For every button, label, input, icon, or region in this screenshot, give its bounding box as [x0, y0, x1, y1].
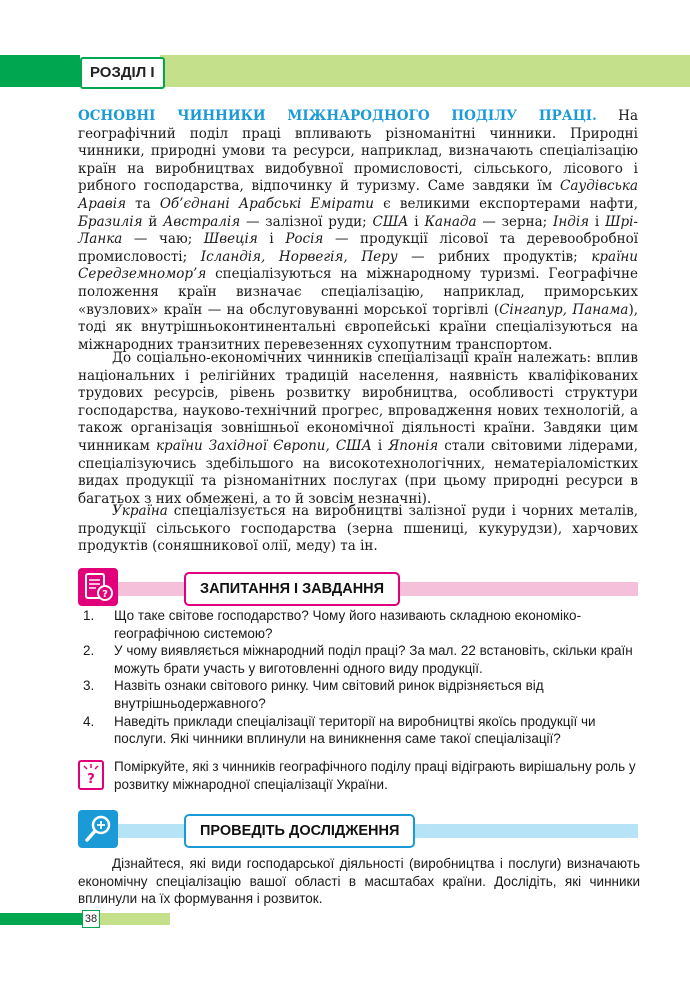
item-number: 3.	[83, 678, 95, 694]
research-title: ПРОВЕДІТЬ ДОСЛІДЖЕННЯ	[184, 814, 415, 848]
paragraph-socioeconomic	[78, 350, 638, 508]
italic-term: Ісландія, Норвегія, Перу	[200, 248, 398, 265]
text: До соціально-економічних чинників спеціалізації країн належать: вплив національних і релігійних традицій населення, наявність кваліфікованих трудових ресурсів, рівень розвитку виробництва, особливості структури господарства, науково-технічний прогрес, впровадження нових технологій, а також організація зовнішньої економічної діяльності країни. Завдяки цим чинникам	[78, 350, 638, 454]
footer-light-bar	[98, 913, 170, 925]
document-question-icon	[78, 568, 118, 606]
item-number: 2.	[83, 643, 95, 659]
item-number: 1.	[83, 608, 95, 623]
paragraph-ukraine	[78, 503, 638, 556]
text: і	[371, 437, 389, 454]
text: На географічний поділ праці впливають різноманітні чинники. Природні чинники, природні умови та ресурси, наприклад, визначають спеціалізацію країн на виробництвах видобувної промисловості, сільського, лісового і рибного господарства, відпочинку й туризму. Саме завдяки їм	[78, 108, 638, 195]
svg-text:?: ?	[102, 589, 108, 600]
list-item	[78, 677, 640, 712]
italic-term: країни Західної Європи, США	[156, 437, 372, 454]
text: спеціалізується на виробництві залізної руди і чорних металів, продукції сільського господарства (зерна пшениці, кукурудзи), харчових продуктів (соняшникової олії, меду) та ін.	[78, 503, 638, 555]
italic-term: Сінгапур, Панама	[499, 301, 629, 318]
item-number: 4.	[83, 713, 95, 729]
list-item	[78, 713, 640, 748]
research-text: Дізнайтеся, які види господарської діяльності (виробництва і послуги) визначають економічну спеціалізацію вашої області в масштабах країни. Дослідіть, які чинники вплинули на їх формування і розвиток.	[78, 856, 640, 907]
questions-section-header	[78, 568, 638, 608]
text: і	[408, 213, 425, 230]
text: є великими експортерами нафти,	[374, 195, 638, 212]
section-heading: ОСНОВНІ ЧИННИКИ МІЖНАРОДНОГО ПОДІЛУ ПРАЦІ.	[78, 108, 597, 124]
italic-term: Шрі-Ланка	[78, 213, 638, 248]
italic-term: країни Середземномор’я	[78, 248, 638, 283]
text: — зерна;	[476, 213, 554, 230]
text: — продукції лісової та деревообробної промисловості;	[78, 231, 639, 265]
italic-term: Канада	[424, 213, 477, 230]
italic-term: Бразилія	[78, 213, 143, 230]
questions-list	[78, 607, 640, 748]
think-icon	[78, 760, 104, 790]
text: і	[589, 213, 606, 230]
list-item	[78, 642, 640, 677]
italic-term: Об’єднані Арабські Емірати	[159, 195, 374, 212]
questions-title: ЗАПИТАННЯ І ЗАВДАННЯ	[184, 572, 400, 606]
italic-term: Росія	[285, 231, 324, 248]
text: спеціалізуються на міжнародному туризмі. Географічне положення країн визначає спеціалізацію, наприклад, приморських «вузлових» країн — на обслуговуванні морської торгівлі (	[78, 266, 638, 318]
think-text: Поміркуйте, які з чинників географічного поділу праці відіграють вирішальну роль у розвитку міжнародної спеціалізації України.	[114, 759, 636, 792]
item-text: У чому виявляється міжнародний поділ праці? За мал. 22 встановіть, скільки країн можуть брати участь у виготовленні одного виду продукції.	[114, 643, 633, 676]
text: ), тоді як внутрішньоконтинентальні європейські країни спеціалізуються на міжнародних транзитних перевезеннях сухопутним транспортом.	[78, 301, 638, 353]
italic-term: США	[372, 213, 409, 230]
paragraph-factors	[78, 108, 638, 354]
text: та	[126, 195, 160, 212]
italic-term: Індія	[553, 213, 590, 230]
item-text: Наведіть приклади спеціалізації території на виробництві якоїсь продукції чи послуги. Які чинники вплинули на виникнення саме такої спеціалізації?	[114, 713, 596, 747]
svg-text:?: ?	[87, 772, 95, 787]
header-green-bar	[0, 55, 80, 87]
footer-green-bar	[0, 913, 82, 925]
research-section-header	[78, 810, 638, 850]
page-number: 38	[82, 910, 100, 928]
item-text: Що таке світове господарство? Чому його називають складною економіко-географічною системою?	[114, 608, 582, 641]
italic-term: Австралія	[163, 213, 241, 230]
text: і	[257, 231, 286, 248]
text: й	[142, 213, 164, 230]
list-item	[78, 607, 640, 642]
magnifier-icon	[78, 810, 118, 848]
text: — чаю;	[122, 231, 204, 248]
header-light-bar	[160, 55, 690, 87]
italic-term: Швеція	[203, 231, 258, 248]
chapter-label: РОЗДІЛ І	[80, 57, 165, 89]
item-text: Назвіть ознаки світового ринку. Чим світовий ринок відрізняється від внутрішньодержавного?	[114, 678, 544, 711]
text: — залізної руди;	[240, 213, 373, 230]
text: — рибних продуктів;	[397, 248, 592, 265]
text: стали світовими лідерами, спеціалізуючись здебільшого на високотехнологічних, нематеріаломістких видах продукції та різноманітних послугах (при цьому природні ресурси в багатьох з них обмежені, а то й зовсім незначні).	[78, 437, 638, 507]
italic-term: Саудівська Аравія	[78, 178, 638, 212]
italic-term: Японія	[388, 437, 439, 454]
italic-term: Україна	[112, 503, 168, 519]
